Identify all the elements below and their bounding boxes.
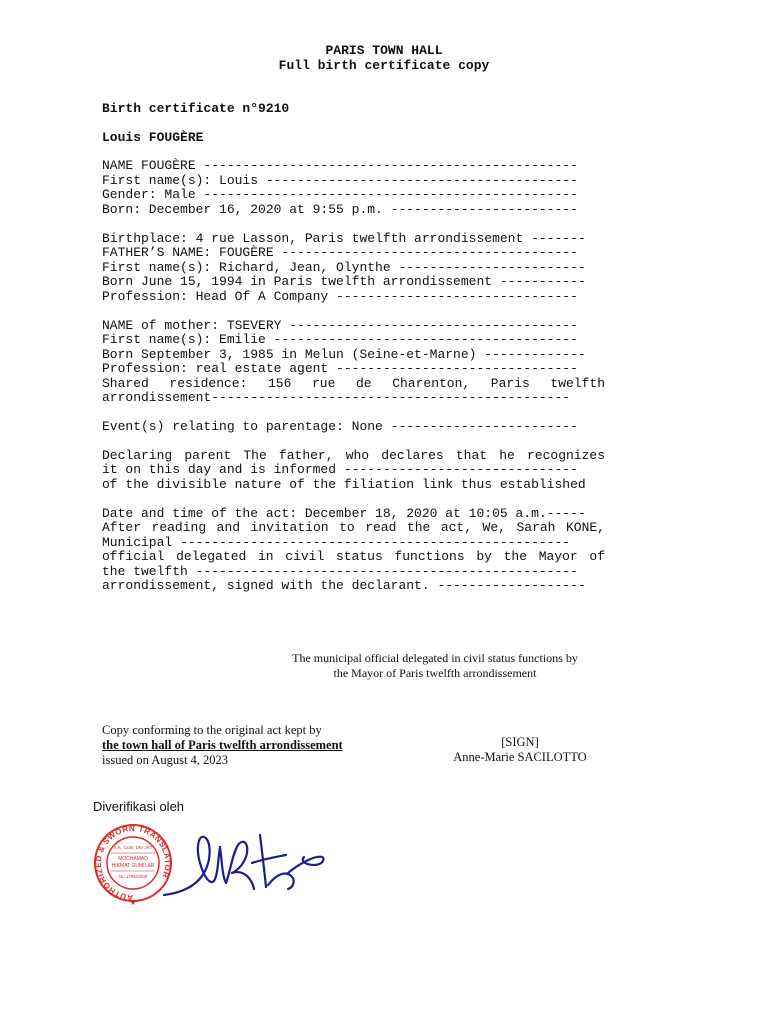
official-line: The municipal official delegated in civil status functions by <box>292 651 578 665</box>
body-line: Event(s) relating to parentage: None ------------------------ <box>102 419 578 434</box>
body-line: Born September 3, 1985 in Melun (Seine-et-Marne) ------------- <box>102 347 586 362</box>
body-line: arrondissement, signed with the declarant. ------------------- <box>102 578 586 593</box>
body-line: NAME FOUGÈRE ------------------------------------------------ <box>102 158 578 173</box>
body-line: NAME of mother: TSEVERY ------------------------------------- <box>102 318 578 333</box>
signer-block <box>420 735 620 765</box>
body-line: Date and time of the act: December 18, 2020 at 10:05 a.m.----- <box>102 506 586 521</box>
body-line: it on this day and is informed ------------------------------ <box>102 462 578 477</box>
stamp-name-line1: MOCHAMAD <box>118 856 148 862</box>
body-line: Born June 15, 1994 in Paris twelfth arrondissement ----------- <box>102 274 586 289</box>
body-line: Profession: Head Of A Company ------------------------------- <box>102 289 578 304</box>
stamp-number: No.1765/2008 <box>118 874 148 879</box>
body-line: Declaring parent The father, who declares that he recognizes <box>102 448 605 463</box>
certificate-number: Birth certificate n°9210 <box>102 101 290 116</box>
body-line: arrondissement---------------------------------------------- <box>102 390 571 405</box>
signer-name: Anne-Marie SACILOTTO <box>453 750 587 764</box>
body-line: Birthplace: 4 rue Lasson, Paris twelfth arrondissement ------- <box>102 231 586 246</box>
copy-issued-date: issued on August 4, 2023 <box>102 753 229 767</box>
body-line: First name(s): Richard, Jean, Olynthe ------------------------ <box>102 260 586 275</box>
copy-line-townhall: the town hall of Paris twelfth arrondissement <box>102 738 343 752</box>
body-line: FATHER’S NAME: FOUGÈRE -------------------------------------- <box>102 245 578 260</box>
body-line: Born: December 16, 2020 at 9:55 p.m. ------------------------ <box>102 202 578 217</box>
body-line: official delegated in civil status functions by the Mayor of <box>102 549 605 564</box>
svg-text:★: ★ <box>129 900 137 907</box>
copy-line: Copy conforming to the original act kept by <box>102 723 322 737</box>
sign-placeholder: [SIGN] <box>501 735 539 749</box>
stamp-ring-text: AUTHORIZED & SWORN TRANSLATOR <box>93 823 173 903</box>
body-line: Shared residence: 156 rue de Charenton, Paris twelfth <box>102 376 605 391</box>
verified-by-label: Diverifikasi oleh <box>93 799 185 814</box>
stamp-inner-top: S.K. GUB. DKI JKT <box>113 845 153 850</box>
body-line: First name(s): Louis ---------------------------------------- <box>102 173 578 188</box>
body-line: of the divisible nature of the filiation link thus established <box>102 477 586 492</box>
official-block <box>250 651 620 681</box>
official-line: the Mayor of Paris twelfth arrondissement <box>333 666 537 680</box>
body-line: Municipal -------------------------------------------------- <box>102 535 571 550</box>
body-line: After reading and invitation to read the act, We, Sarah KONE, <box>102 520 605 535</box>
body-line: the twelfth ------------------------------------------------- <box>102 564 578 579</box>
doc-header-title: PARIS TOWN HALL <box>325 43 443 58</box>
stamp-name-line2: HIKMAT GUMILAR <box>111 863 155 869</box>
body-line: First name(s): Emilie --------------------------------------- <box>102 332 578 347</box>
body-line: Profession: real estate agent ------------------------------- <box>102 361 578 376</box>
person-name: Louis FOUGÈRE <box>102 130 204 145</box>
handwritten-signature-icon <box>160 825 330 905</box>
body-line: Gender: Male ------------------------------------------------ <box>102 187 578 202</box>
copy-conformity-block <box>102 723 343 768</box>
doc-header-subtitle: Full birth certificate copy <box>278 58 490 73</box>
